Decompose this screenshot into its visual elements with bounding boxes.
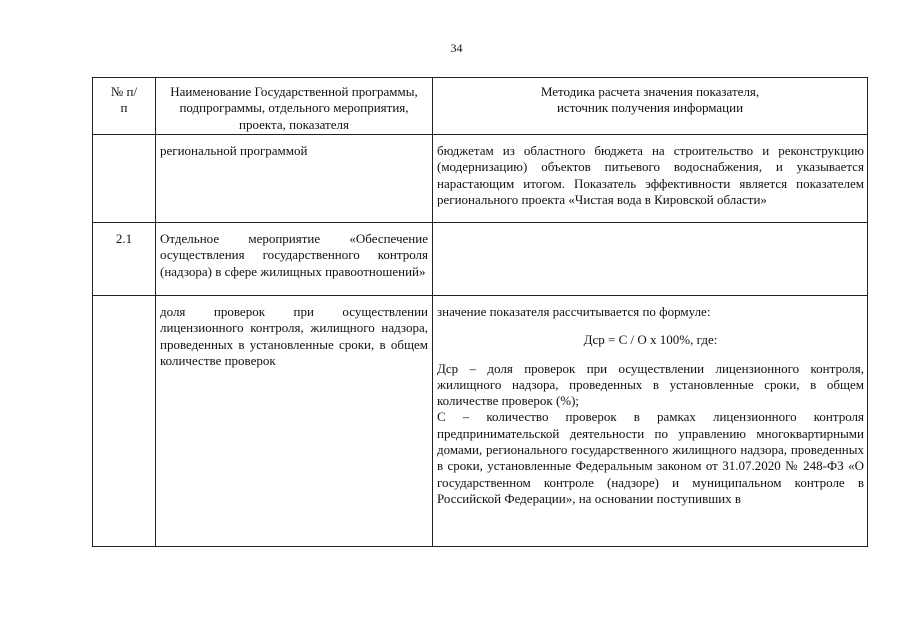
header-number-label: № п/п (110, 84, 138, 116)
table-row (93, 223, 868, 296)
row-method-text: бюджетам из областного бюджета на строительство и реконструкцию (модернизацию) объектов питьевого водоснабжения, и указывается нарастающим итогом. Показатель эффективности является показателем регионального проекта «Чистая вода в Кировской области» (437, 143, 864, 207)
name-cell (156, 223, 433, 296)
row-name-text: региональной программой (160, 143, 308, 158)
method-intro: значение показателя рассчитывается по формуле: (437, 304, 711, 319)
number-cell (93, 296, 156, 547)
indicator-methodology-table (92, 77, 868, 547)
method-cell (433, 135, 868, 223)
row-number: 2.1 (115, 231, 133, 246)
definition-c: С – количество проверок в рамках лицензионного контроля предпринимательской деятельности по управлению многоквартирными домами, регионального государственного жилищного надзора, проведенных в сроки, установленные Федеральным законом от 31.07.2020 № 248-ФЗ «О государственном контроле (надзоре) и муниципальном контроле в Российской Федерации», на основании поступивших в (437, 409, 864, 506)
table-row (93, 135, 868, 223)
name-cell (156, 296, 433, 547)
definition-dsr: Дср – доля проверок при осуществлении лицензионного контроля, жилищного надзора, проведенных в установленные сроки, в общем количестве проверок (%); (437, 360, 864, 409)
method-cell (433, 296, 868, 547)
number-cell (93, 223, 156, 296)
row-method-text (433, 223, 867, 239)
header-method-label: Методика расчета значения показателя, источник получения информации (540, 84, 760, 116)
header-method-cell (433, 78, 868, 135)
row-name-text: Отдельное мероприятие «Обеспечение осуществления государственного контроля (надзора) в сфере жилищных правоотношений» (160, 231, 428, 279)
header-name-label: Наименование Государственной программы, подпрограммы, отдельного мероприятия, проекта, показателя (170, 84, 418, 132)
method-block (433, 296, 867, 515)
formula: Дср = С / О x 100%, где: (583, 332, 718, 348)
header-name-cell (156, 78, 433, 135)
table-row (93, 296, 868, 547)
header-number-cell (93, 78, 156, 135)
method-cell (433, 223, 868, 296)
row-name-text: доля проверок при осуществлении лицензионного контроля, жилищного надзора, проведенных в установленные сроки, в общем количестве проверок (160, 304, 428, 368)
number-cell (93, 135, 156, 223)
table-header-row (93, 78, 868, 135)
page-number: 34 (450, 41, 463, 55)
name-cell (156, 135, 433, 223)
